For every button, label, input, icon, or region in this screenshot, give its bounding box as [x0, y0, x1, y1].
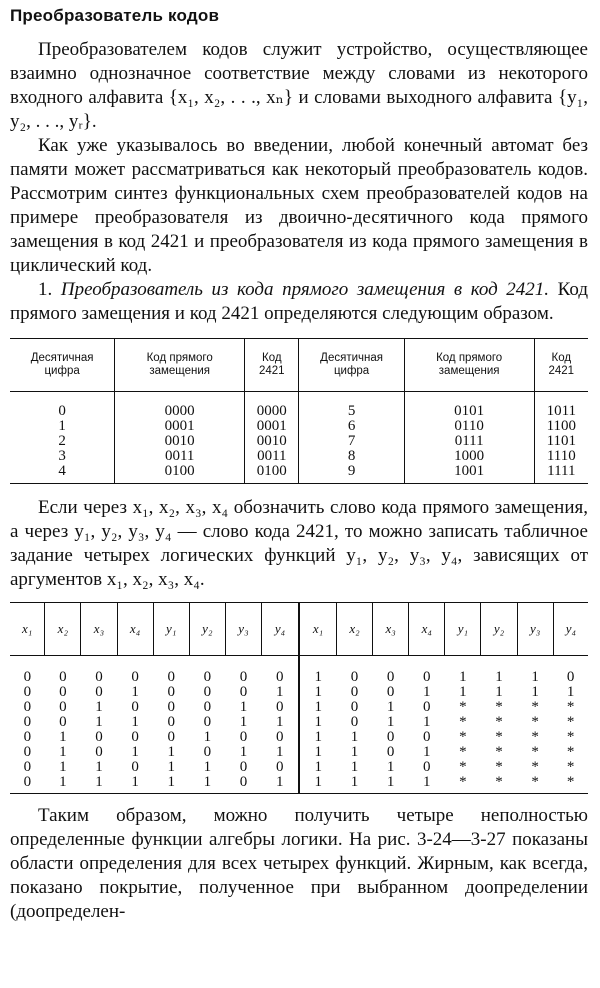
table-cell: 0 — [350, 684, 359, 700]
paragraph-4: Если через x₁, x₂, x₃, x₄ обозначить слово кода прямого замещения, а через y₁, y₂, y₃, y₄ — слово кода 2421, то можно записать табличное задание четырех логических функций y₁, y₂, y₃, y₄, зависящих от аргументов x₁, x₂, x₃, x₄. — [10, 497, 588, 590]
table-row — [10, 745, 588, 760]
table-cell: 0 — [23, 669, 32, 685]
table-cell: * — [531, 729, 539, 745]
table-cell: 1 — [95, 759, 103, 775]
paragraph-3-italic: Преобразователь из кода прямого замещения в код 2421. — [60, 279, 550, 300]
table-cell: 1 — [299, 685, 336, 700]
table-cell: * — [459, 699, 467, 715]
table-cell: 0 — [350, 669, 359, 685]
table-cell: 0111 — [404, 434, 534, 449]
table-row — [10, 700, 588, 715]
table1-header: Код 2421 — [534, 339, 588, 392]
table-cell: 0 — [276, 699, 284, 715]
table-cell: 1 — [459, 669, 467, 685]
table1-header: Десятичная цифра — [10, 339, 115, 392]
table-cell: 0 — [131, 729, 139, 745]
table-cell: 1 — [299, 700, 336, 715]
paragraph-2: Как уже указывалось во введении, любой конечный автомат без памяти может рассматриваться как некоторый преобразователь кодов. Рассмотрим синтез функциональных схем преобразователей кодов на примере преобразователя из двоично-десятичного кода прямого замещения в код 2421 и преобразователя из кода прямого замещения в циклический код. — [10, 135, 588, 276]
table-cell: 0011 — [115, 449, 245, 464]
table-cell: * — [566, 729, 575, 745]
table-cell: 1 — [276, 714, 284, 730]
table-cell: 1 — [276, 744, 284, 760]
table-cell: 0100 — [115, 464, 245, 484]
table-cell: 0 — [203, 744, 212, 760]
table-cell: 0001 — [245, 419, 299, 434]
table-cell: 0 — [386, 684, 395, 700]
table-cell: 1 — [95, 699, 103, 715]
paragraph-3-rest: Код прямого замещения и код 2421 определяются следующим образом. — [10, 279, 589, 324]
table1-header: Десятичная цифра — [299, 339, 404, 392]
table-cell: 0 — [23, 684, 32, 700]
table-cell: * — [517, 775, 553, 794]
table-cell: 0 — [239, 669, 248, 685]
table-cell: 0 — [59, 699, 67, 715]
table-cell: * — [566, 699, 575, 715]
table-cell: 1 — [117, 775, 153, 794]
table-cell: 1 — [59, 729, 67, 745]
table-cell: 0 — [423, 669, 431, 685]
table-cell: 0 — [58, 403, 66, 419]
table1-header: Код прямого замещения — [404, 339, 534, 392]
table-cell: 1 — [276, 684, 284, 700]
table-cell: 5 — [299, 392, 404, 420]
table-cell: 0 — [225, 775, 261, 794]
table-cell: 0 — [23, 714, 32, 730]
table-cell: 1 — [386, 759, 395, 775]
table-cell: * — [566, 759, 575, 775]
table-cell: 1 — [59, 759, 67, 775]
table-cell: 0 — [23, 759, 32, 775]
table2-header: y₄ — [553, 603, 588, 656]
table-cell: 1110 — [534, 449, 588, 464]
table-cell: 0 — [386, 729, 395, 745]
table-cell: 1 — [299, 745, 336, 760]
table-cell: 0 — [386, 669, 395, 685]
paragraph-3 — [10, 278, 588, 326]
table-row — [10, 715, 588, 730]
table-cell: 0100 — [245, 464, 299, 484]
table2-body — [10, 656, 588, 794]
table-row — [10, 730, 588, 745]
table1-body — [10, 392, 588, 484]
table-cell: 0 — [23, 744, 32, 760]
table-cell: 0 — [10, 775, 45, 794]
table-cell: 1 — [189, 775, 225, 794]
table-cell: 1 — [386, 699, 395, 715]
table-cell: 1 — [299, 775, 336, 794]
table2-header: y₄ — [262, 603, 299, 656]
paragraph-5: Таким образом, можно получить четыре неполностью определенные функции алгебры логики. На рис. 3-24—3-27 показаны области определения для всех четырех функций. Жирным, как всегда, показано покрытие, полученное при выбранном доопределении (доопределен- — [10, 805, 588, 922]
table2-header: y₂ — [481, 603, 517, 656]
table-cell: * — [495, 759, 503, 775]
table-cell: 1 — [239, 699, 248, 715]
table-cell: 1 — [59, 744, 67, 760]
table-cell: 0 — [95, 684, 103, 700]
table2-header: y₂ — [189, 603, 225, 656]
table-cell: 0011 — [245, 449, 299, 464]
table-cell: 0 — [23, 729, 32, 745]
table-cell: 0 — [423, 699, 431, 715]
table-cell: 1 — [299, 760, 336, 775]
table1-header: Код 2421 — [245, 339, 299, 392]
table-cell: * — [566, 714, 575, 730]
table-row — [10, 464, 588, 484]
table-cell: 1 — [350, 744, 359, 760]
table2-header: y₃ — [225, 603, 261, 656]
table-cell: * — [459, 744, 467, 760]
table-cell: 0 — [203, 714, 212, 730]
table2-header: x₂ — [45, 603, 81, 656]
section-title: Преобразователь кодов — [10, 6, 220, 25]
table-cell: * — [495, 729, 503, 745]
table-cell: 1 — [350, 759, 359, 775]
table-cell: * — [495, 744, 503, 760]
table-cell: 0 — [276, 759, 284, 775]
table-cell: 1 — [131, 714, 139, 730]
table-cell: 1 — [81, 775, 117, 794]
table-cell: 1 — [299, 730, 336, 745]
table-row — [10, 685, 588, 700]
table-cell: 0 — [276, 669, 284, 685]
table-cell: 1 — [350, 729, 359, 745]
table-cell: 0 — [239, 684, 248, 700]
table-cell: 0 — [167, 699, 175, 715]
table-cell: 8 — [299, 449, 404, 464]
table-row — [10, 434, 588, 449]
table-cell: 0 — [167, 714, 175, 730]
table-row — [10, 656, 588, 686]
table-cell: * — [531, 699, 539, 715]
table-cell: 3 — [58, 448, 66, 464]
table-cell: 1000 — [404, 449, 534, 464]
table-cell: 0 — [23, 699, 32, 715]
table-cell: 1 — [373, 775, 409, 794]
table-cell: 0 — [203, 684, 212, 700]
table2-header: x₃ — [81, 603, 117, 656]
table-cell: 1 — [299, 656, 336, 686]
table2-header-row — [10, 603, 588, 656]
table-cell: 0 — [203, 669, 212, 685]
table-cell: 1101 — [534, 434, 588, 449]
table-cell: * — [495, 714, 503, 730]
truth-table — [10, 602, 588, 794]
table2-header: x₁ — [299, 603, 336, 656]
table-cell: 0 — [167, 729, 175, 745]
table-cell: * — [531, 759, 539, 775]
table-cell: 0 — [239, 759, 248, 775]
page — [10, 6, 588, 924]
table-cell: 1 — [167, 759, 175, 775]
table-cell: 1111 — [534, 464, 588, 484]
table-cell: 1 — [459, 684, 467, 700]
table-cell: 7 — [299, 434, 404, 449]
table-cell: * — [495, 699, 503, 715]
table-cell: 1 — [203, 759, 212, 775]
table-cell: 1 — [45, 775, 81, 794]
table-cell: 0001 — [115, 419, 245, 434]
table2-header: y₁ — [445, 603, 481, 656]
table-cell: * — [459, 729, 467, 745]
table-cell: 0 — [350, 699, 359, 715]
table-cell: 1 — [131, 744, 139, 760]
table-cell: 0 — [423, 729, 431, 745]
table-cell: 0000 — [115, 392, 245, 420]
table-cell: 1 — [167, 744, 175, 760]
table-cell: 1001 — [404, 464, 534, 484]
table-cell: 0010 — [245, 434, 299, 449]
table-cell: 9 — [299, 464, 404, 484]
table-cell: 0 — [167, 669, 175, 685]
table-cell: 0 — [276, 729, 284, 745]
table-cell: 0 — [59, 669, 67, 685]
table-cell: 0 — [95, 729, 103, 745]
table-cell: 1 — [531, 684, 539, 700]
table2-header: x₄ — [409, 603, 445, 656]
code-table — [10, 338, 588, 484]
table-cell: 1 — [131, 684, 139, 700]
table-cell: * — [459, 759, 467, 775]
table-cell: 0010 — [115, 434, 245, 449]
table-cell: 6 — [299, 419, 404, 434]
table-cell: 0 — [167, 684, 175, 700]
table-cell: 4 — [10, 464, 115, 484]
table-cell: 1 — [299, 715, 336, 730]
table-cell: 0 — [131, 699, 139, 715]
table-row — [10, 392, 588, 420]
table-cell: 0 — [95, 744, 103, 760]
table-cell: 0 — [131, 759, 139, 775]
paragraph-3-number: 1. — [38, 279, 53, 300]
table-cell: 2 — [58, 433, 66, 449]
table-cell: 1 — [239, 714, 248, 730]
table-cell: 0 — [59, 714, 67, 730]
table-cell: 1 — [203, 729, 212, 745]
table-cell: 1 — [423, 744, 431, 760]
table-cell: 1 — [262, 775, 299, 794]
table-cell: 1 — [531, 669, 539, 685]
table-cell: 0101 — [404, 392, 534, 420]
table2-header: x₁ — [10, 603, 45, 656]
table-row — [10, 775, 588, 794]
table-cell: 0000 — [245, 392, 299, 420]
table-cell: 0 — [203, 699, 212, 715]
table-cell: 1 — [566, 684, 575, 700]
table-cell: 1100 — [534, 419, 588, 434]
table2-header: y₃ — [517, 603, 553, 656]
table-cell: 0 — [239, 729, 248, 745]
table-cell: 0 — [423, 759, 431, 775]
table-cell: 0 — [350, 714, 359, 730]
table-cell: 1011 — [534, 392, 588, 420]
table-cell: 1 — [423, 684, 431, 700]
table2-header: x₃ — [373, 603, 409, 656]
table-row — [10, 449, 588, 464]
table-cell: 1 — [409, 775, 445, 794]
table-cell: 0 — [59, 684, 67, 700]
table-cell: 0 — [95, 669, 103, 685]
table-cell: 1 — [495, 684, 503, 700]
table2-header: x₄ — [117, 603, 153, 656]
table-cell: 1 — [386, 714, 395, 730]
table-cell: 1 — [239, 744, 248, 760]
table-cell: 1 — [423, 714, 431, 730]
table-cell: * — [481, 775, 517, 794]
paragraph-1: Преобразователем кодов служит устройство, осуществляющее взаимно однозначное соответствие между словами из некоторого входного алфавита {x₁, x₂, . . ., xₙ} и словами выходного алфавита {y₁, y₂, . . ., yᵣ}. — [10, 39, 588, 132]
table-cell: 1 — [153, 775, 189, 794]
table2-header: y₁ — [153, 603, 189, 656]
table1-header: Код прямого замещения — [115, 339, 245, 392]
table-cell: * — [531, 744, 539, 760]
table-cell: 0 — [566, 669, 575, 685]
table-cell: 1 — [95, 714, 103, 730]
table-cell: * — [531, 714, 539, 730]
table2-header: x₂ — [336, 603, 372, 656]
table-cell: 1 — [495, 669, 503, 685]
table-cell: 0 — [131, 669, 139, 685]
table-cell: * — [459, 714, 467, 730]
table-cell: 1 — [336, 775, 372, 794]
table-cell: 0 — [386, 744, 395, 760]
table-row — [10, 760, 588, 775]
table-cell: * — [445, 775, 481, 794]
table-cell: 1 — [58, 418, 66, 434]
table-cell: 0110 — [404, 419, 534, 434]
table-cell: * — [566, 744, 575, 760]
table-cell: * — [553, 775, 588, 794]
table-row — [10, 419, 588, 434]
